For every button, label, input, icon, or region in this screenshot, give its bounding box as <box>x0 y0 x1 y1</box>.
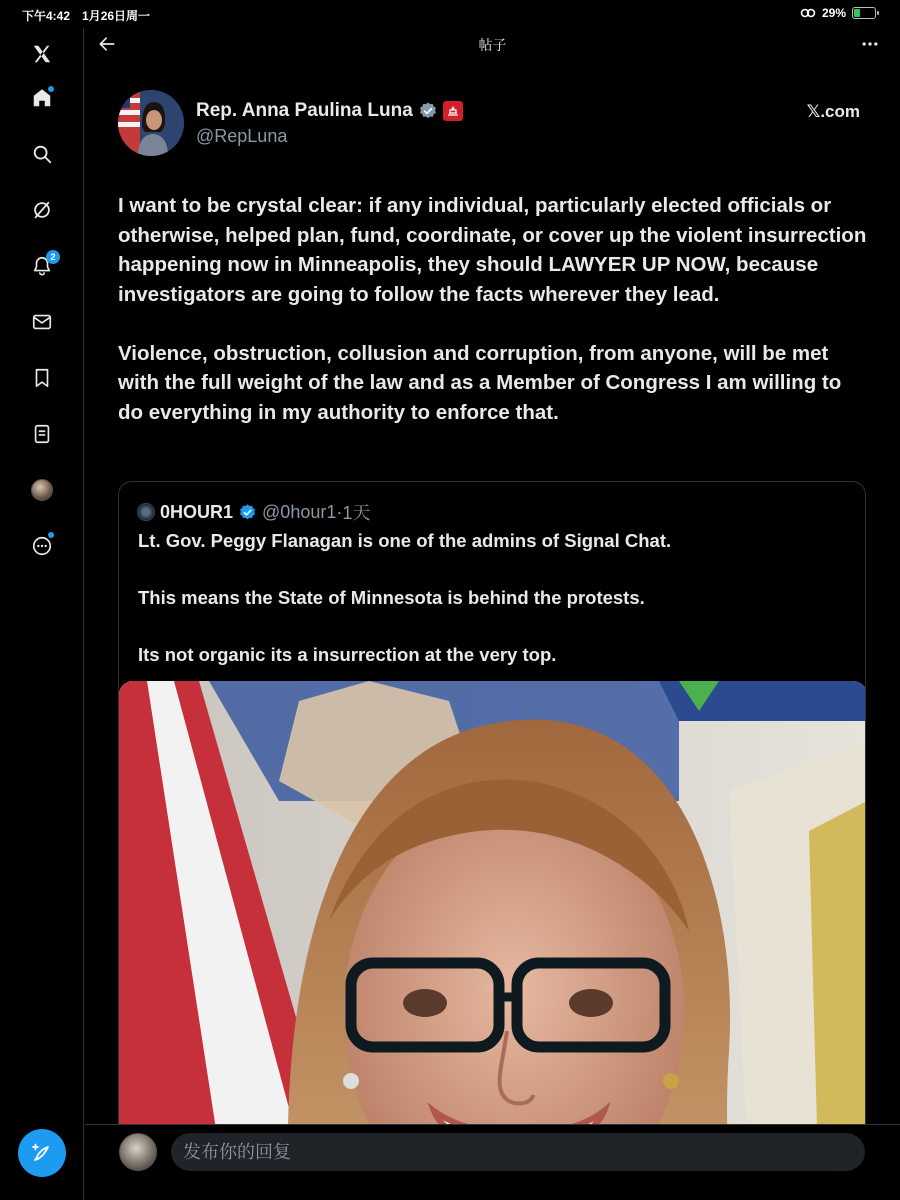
author-name[interactable]: Rep. Anna Paulina Luna <box>196 100 413 121</box>
messages-icon[interactable] <box>22 302 62 342</box>
status-time-date <box>22 7 150 24</box>
reply-user-avatar <box>119 1133 157 1171</box>
quote-body <box>138 527 848 670</box>
portrait-photo <box>119 681 866 1181</box>
verified-gray-icon <box>418 101 438 121</box>
tweet-body <box>118 191 870 427</box>
post-options-button[interactable] <box>858 32 882 56</box>
quote-author-avatar <box>137 503 155 521</box>
compose-button[interactable] <box>18 1129 66 1177</box>
tweet-paragraph: Violence, obstruction, collusion and corruption, from anyone, will be met with the full weight of the law and as a Member of Congress I am willing to do everything in my authority to enforce that. <box>118 341 842 424</box>
quote-separator: · <box>336 501 343 522</box>
verified-blue-icon <box>238 503 257 522</box>
search-icon[interactable] <box>22 134 62 174</box>
battery-icon <box>852 7 876 19</box>
post-header <box>85 28 900 60</box>
status-date: 1月26日周一 <box>82 9 151 23</box>
bookmarks-icon[interactable] <box>22 358 62 398</box>
quote-media-image[interactable] <box>119 681 866 1181</box>
link-icon <box>800 7 816 19</box>
page-title: 帖子 <box>478 37 507 53</box>
compose-plus-icon <box>30 1141 54 1165</box>
government-badge-icon <box>443 101 463 121</box>
tweet-paragraph: I want to be crystal clear: if any individual, particularly elected officials or otherwise, helped plan, fund, coordinate, or cover up the violent insurrection happening now in Minneapolis, they should LAWYER UP NOW, because investigators are going to follow the facts wherever they lead. <box>118 194 867 306</box>
source-label: 𝕏.com <box>806 102 860 121</box>
more-horizontal-icon <box>860 34 880 54</box>
quote-author-name: 0HOUR1 <box>160 501 234 522</box>
notification-badge: 2 <box>46 250 60 264</box>
quoted-post[interactable] <box>118 481 866 1181</box>
status-time: 下午4:42 <box>22 9 71 23</box>
notifications-icon[interactable] <box>22 246 62 286</box>
profile-avatar-image <box>31 479 53 501</box>
x-logo-icon[interactable] <box>22 34 62 74</box>
more-unread-dot <box>48 532 54 538</box>
author-avatar-image <box>118 90 184 156</box>
reply-input[interactable] <box>171 1133 865 1171</box>
author-handle[interactable]: @RepLuna <box>196 126 288 146</box>
reply-bar <box>85 1124 900 1200</box>
quote-timestamp: 1天 <box>342 503 371 523</box>
quote-author-handle: @0hour1 <box>262 501 337 522</box>
quote-paragraph: Lt. Gov. Peggy Flanagan is one of the admins of Signal Chat. <box>138 530 672 551</box>
home-unread-dot <box>48 86 54 92</box>
status-bar <box>0 0 900 28</box>
status-indicators <box>800 6 876 20</box>
home-icon[interactable] <box>22 78 62 118</box>
tweet-author <box>118 90 868 158</box>
more-icon[interactable] <box>22 526 62 566</box>
battery-percent: 29% <box>821 6 846 20</box>
author-name-row <box>196 100 463 122</box>
sidebar-nav <box>0 28 84 1200</box>
quote-author-row <box>137 499 370 525</box>
grok-icon[interactable] <box>22 190 62 230</box>
battery-fill <box>854 9 860 17</box>
author-avatar[interactable] <box>118 90 184 156</box>
quote-paragraph: Its not organic its a insurrection at the very top. <box>138 644 557 665</box>
profile-avatar[interactable] <box>22 470 62 510</box>
quote-paragraph: This means the State of Minnesota is behind the protests. <box>138 587 645 608</box>
lists-icon[interactable] <box>22 414 62 454</box>
